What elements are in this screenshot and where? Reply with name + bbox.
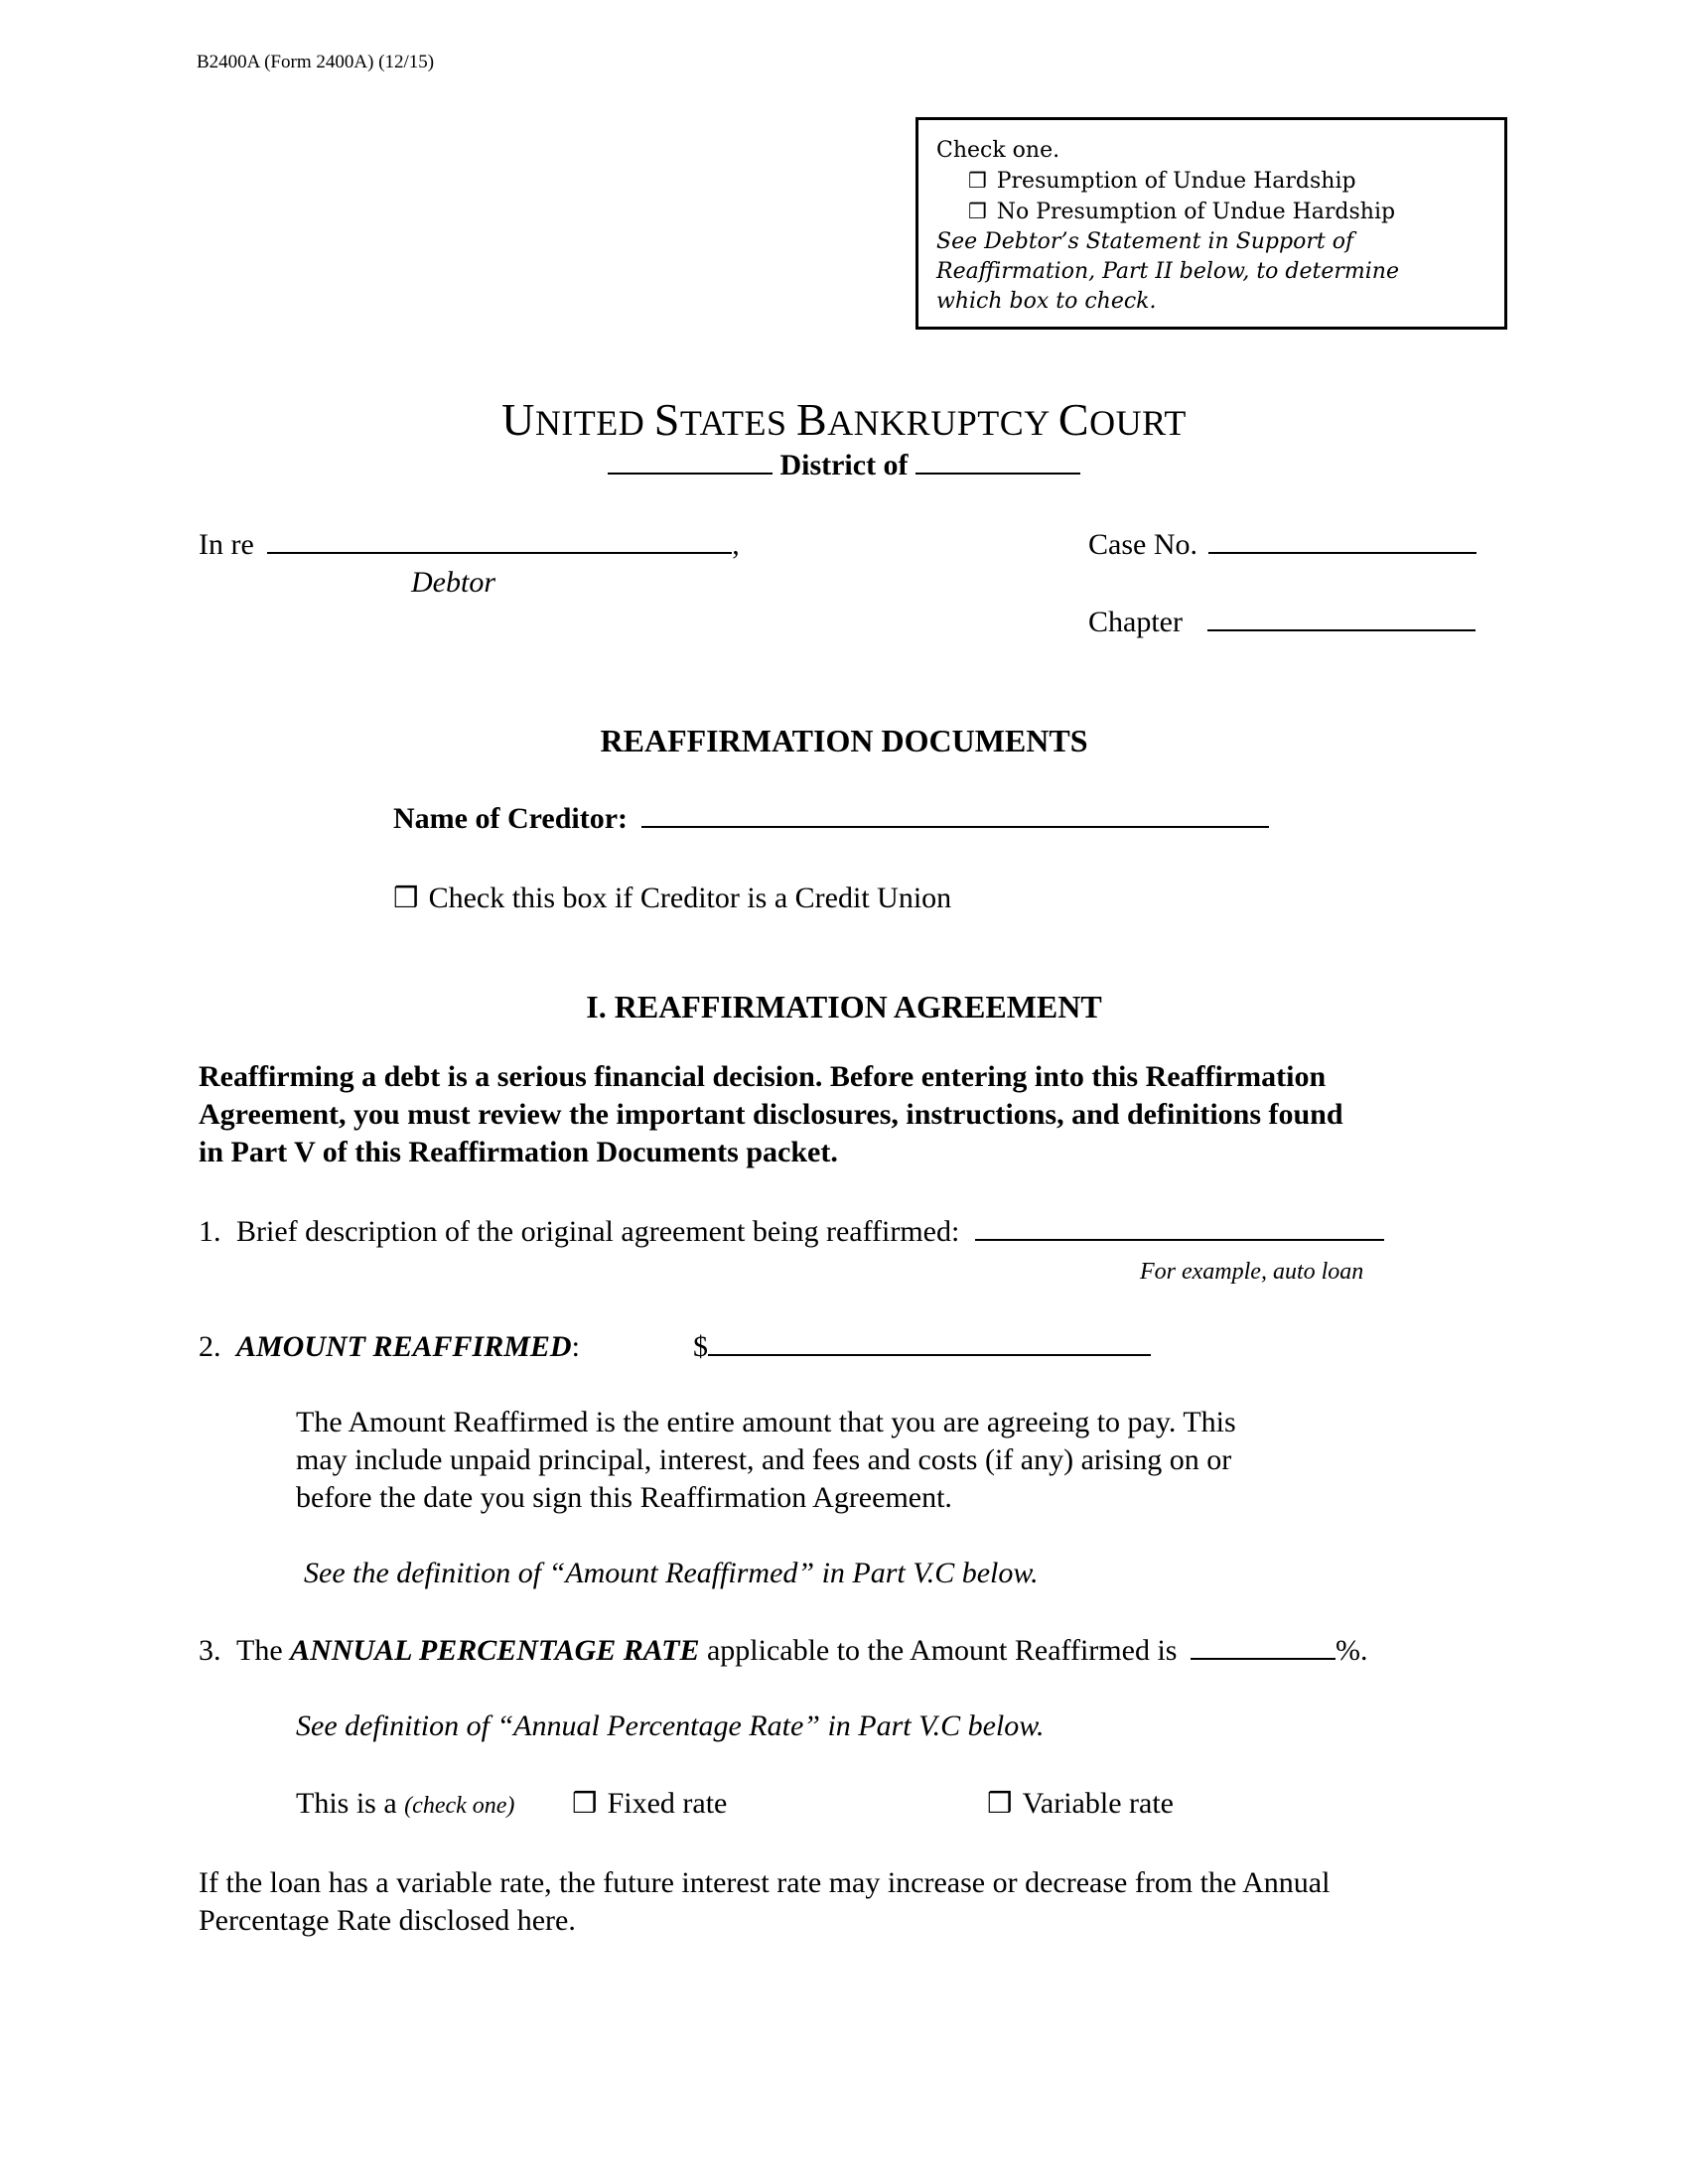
checkbox-fixed-rate[interactable]: ❒ [572, 1789, 598, 1820]
apr-label: ANNUAL PERCENTAGE RATE [290, 1634, 700, 1667]
this-is-a-label: This is a [296, 1787, 397, 1820]
case-no-field[interactable] [1208, 552, 1477, 554]
debtor-label: Debtor [411, 566, 495, 599]
case-no-line [1088, 528, 1477, 562]
district-blank-right[interactable] [915, 473, 1080, 475]
dollar-sign: $ [693, 1330, 708, 1363]
fixed-rate-label: Fixed rate [607, 1787, 728, 1820]
item-1-number: 1. [199, 1215, 221, 1248]
court-title-part: OURT [1089, 403, 1187, 443]
item-1-line [199, 1215, 1384, 1249]
variable-rate-label: Variable rate [1022, 1787, 1174, 1820]
creditor-name-field[interactable] [641, 826, 1269, 828]
chapter-label: Chapter [1088, 606, 1183, 638]
amount-reaffirmed-label: AMOUNT REAFFIRMED [236, 1330, 572, 1363]
intro-line: Agreement, you must review the important disclosures, instructions, and definitions found [199, 1098, 1343, 1131]
fixed-rate-option [572, 1787, 727, 1821]
percent-suffix: %. [1335, 1634, 1368, 1667]
documents-title: REAFFIRMATION DOCUMENTS [600, 723, 1088, 758]
item-2-number: 2. [199, 1330, 221, 1363]
court-title-part: C [1057, 394, 1090, 445]
presumption-note-line: which box to check. [936, 289, 1157, 314]
court-title-part: U [501, 394, 535, 445]
no-presumption-option [936, 197, 1486, 227]
intro-paragraph [199, 1058, 1489, 1171]
apr-field[interactable] [1191, 1658, 1336, 1660]
item-3-text-post: applicable to the Amount Reaffirmed is [706, 1634, 1178, 1667]
presumption-option-label: Presumption of Undue Hardship [996, 169, 1356, 194]
in-re-label: In re [199, 528, 254, 561]
debtor-name-field[interactable] [267, 552, 732, 554]
amount-description-line: The Amount Reaffirmed is the entire amount that you are agreeing to pay. This [296, 1406, 1236, 1438]
item-2-line [199, 1330, 580, 1364]
case-no-label: Case No. [1088, 528, 1197, 561]
district-line [0, 449, 1688, 482]
variable-rate-option [987, 1787, 1174, 1821]
presumption-box [915, 117, 1507, 330]
credit-union-label: Check this box if Creditor is a Credit Union [428, 882, 952, 914]
court-title [0, 393, 1688, 446]
variable-rate-note-line: If the loan has a variable rate, the future interest rate may increase or decrease from the Annual [199, 1866, 1331, 1899]
court-title-part: S [653, 394, 680, 445]
creditor-line [393, 802, 1269, 836]
intro-line: in Part V of this Reaffirmation Documents packet. [199, 1136, 838, 1168]
court-title-part: TATES [679, 403, 796, 443]
amount-description-line: may include unpaid principal, interest, and fees and costs (if any) arising on or [296, 1443, 1232, 1476]
item-3-text-pre: The [236, 1634, 283, 1667]
district-blank-left[interactable] [608, 473, 773, 475]
in-re-line [199, 528, 740, 562]
in-re-comma: , [732, 528, 740, 561]
check-one-hint: (check one) [404, 1793, 515, 1819]
amount-description-line: before the date you sign this Reaffirmation Agreement. [296, 1481, 952, 1514]
variable-rate-note-line: Percentage Rate disclosed here. [199, 1904, 576, 1937]
presumption-box-title: Check one. [936, 138, 1060, 163]
checkbox-no-presumption[interactable]: ❒ [968, 200, 987, 223]
creditor-name-label: Name of Creditor: [393, 802, 629, 835]
apr-definition-note: See definition of “Annual Percentage Rate” in Part V.C below. [296, 1709, 1045, 1742]
checkbox-presumption[interactable]: ❒ [968, 169, 987, 193]
item-3-number: 3. [199, 1634, 221, 1667]
no-presumption-option-label: No Presumption of Undue Hardship [996, 200, 1396, 224]
item-1-hint: For example, auto loan [1140, 1259, 1364, 1285]
presumption-note-line: Reaffirmation, Part II below, to determine [936, 259, 1399, 284]
checkbox-credit-union[interactable]: ❒ [393, 884, 419, 914]
checkbox-variable-rate[interactable]: ❒ [987, 1789, 1013, 1820]
credit-union-line [393, 882, 951, 915]
amount-definition-note: See the definition of “Amount Reaffirmed” in Part V.C below. [304, 1557, 1039, 1589]
court-title-part: ANKRUPTCY [827, 403, 1058, 443]
amount-reaffirmed-field[interactable] [708, 1354, 1151, 1356]
intro-line: Reaffirming a debt is a serious financial decision. Before entering into this Reaffirmation [199, 1060, 1327, 1093]
form-id: B2400A (Form 2400A) (12/15) [197, 52, 435, 72]
section-heading: I. REAFFIRMATION AGREEMENT [586, 989, 1102, 1024]
amount-colon: : [571, 1330, 580, 1363]
chapter-line [1088, 606, 1476, 639]
variable-rate-note [199, 1864, 1529, 1940]
item-3-line [199, 1634, 1367, 1668]
presumption-option [936, 166, 1486, 197]
court-title-part: NITED [534, 403, 654, 443]
agreement-description-field[interactable] [975, 1239, 1384, 1241]
presumption-note-line: See Debtor’s Statement in Support of [936, 229, 1354, 254]
rate-type-line [296, 1787, 514, 1821]
chapter-field[interactable] [1207, 629, 1476, 631]
amount-description [296, 1404, 1438, 1517]
amount-field-line [693, 1330, 1151, 1364]
item-1-text: Brief description of the original agreement being reaffirmed: [236, 1215, 960, 1248]
court-title-part: B [796, 394, 828, 445]
district-label: District of [779, 449, 909, 481]
